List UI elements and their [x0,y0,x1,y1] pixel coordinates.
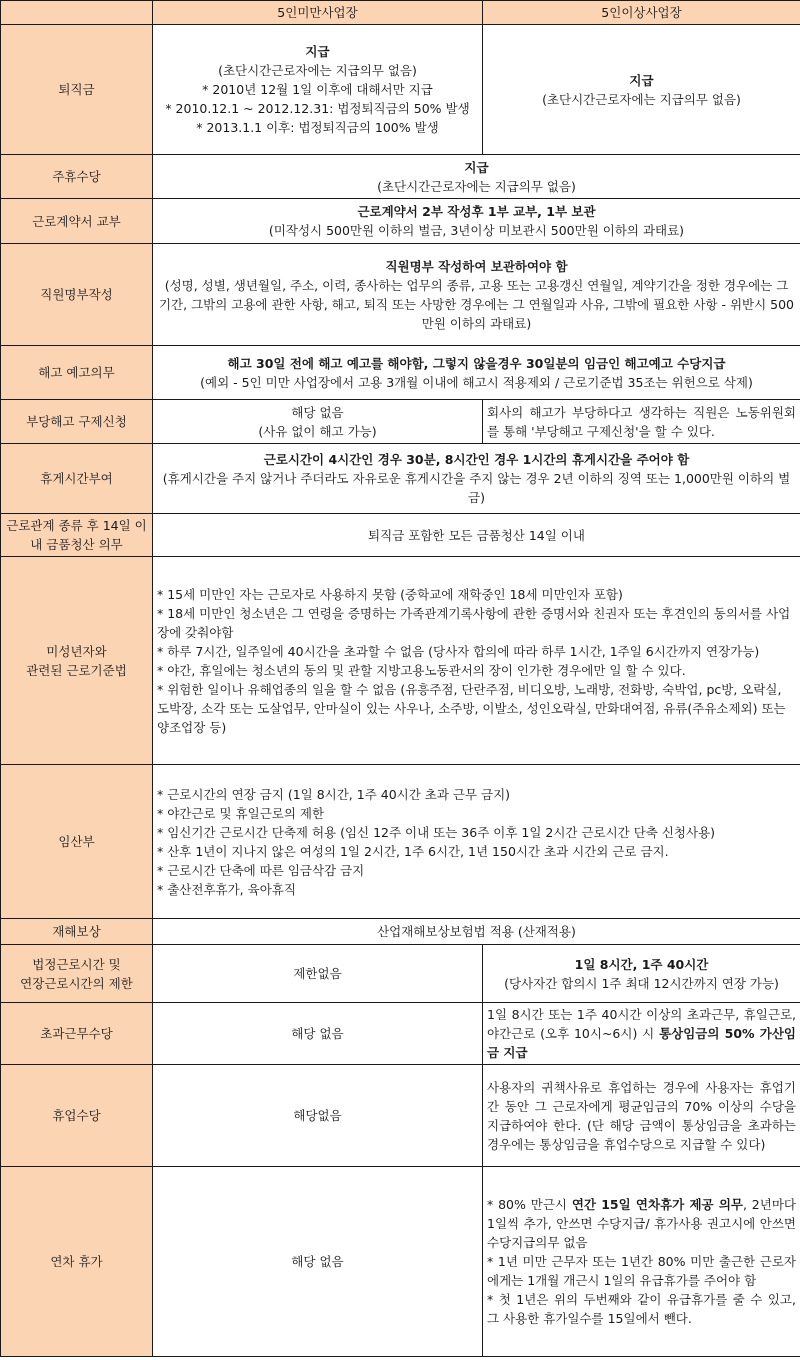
row-label-annual-leave: 연차 휴가 [1,1167,153,1357]
row-settlement [1,514,800,557]
weekly-allowance-note: (초단시간근로자에는 지급의무 없음) [377,178,576,194]
row-rest-time [1,444,800,514]
row-contract [1,199,800,244]
rest-time-note: (휴게시간을 주지 않거나 주더라도 자유로운 휴게시간을 주지 않는 경우 2년 이하의 징역 또는 1,000만원 이하의 벌금) [162,471,791,505]
row-accident [1,919,800,945]
working-hours-large [483,945,800,1003]
minors-content [153,557,800,765]
severance-large-title: 지급 [629,72,654,88]
row-label-working-hours-line: 연장근로시간의 제한 [20,975,133,991]
row-annual-leave [1,1167,800,1357]
row-label-register: 직원명부작성 [1,244,153,346]
row-label-minors-line: 관련된 근로기준법 [26,662,127,678]
severance-small-note: (초단시간근로자에는 지급의무 없음) [218,63,417,78]
annual-leave-item: * 1년 미만 근무자 또는 1년간 80% 미만 출근한 근로자에게는 1개월 개근시 1일의 유급휴가를 주어야 함 [487,1254,796,1288]
severance-small-item: * 2010.12.1 ~ 2012.12.31: 법정퇴직금의 50% 발생 [165,101,470,116]
weekly-allowance-content [153,155,800,199]
annual-leave-item: * 첫 1년은 위의 두번째와 같이 유급휴가를 줄 수 있고, 그 사용한 휴가일수를 15일에서 뺀다. [487,1292,796,1326]
annual-leave-item [487,1195,796,1252]
row-weekly-allowance [1,155,800,199]
list-item: * 근로시간의 연장 금지 (1일 8시간, 1주 40시간 초과 근무 금지) [157,786,511,802]
unfair-dismissal-small-note: (사유 없이 해고 가능) [258,423,377,439]
row-label-suspension: 휴업수당 [1,1065,153,1167]
row-working-hours [1,945,800,1003]
settlement-content: 퇴직금 포함한 모든 금품청산 14일 이내 [153,514,800,557]
register-note: (성명, 성별, 생년월일, 주소, 이력, 종사하는 업무의 종류, 고용 또는 고용갱신 연월일, 계약기간을 정한 경우에는 그 기간, 그밖의 고용에 관한 사항, 해고, 퇴직 또는 사망한 경우에는 그 연월일과 사유, 그밖에 필요한 사항 - 위반시 500만원 이하의 과태료) [158,277,794,331]
header-large-workplace: 5인이상사업장 [483,1,800,25]
unfair-dismissal-small [153,400,483,444]
suspension-small: 해당없음 [153,1065,483,1167]
list-item: * 야간근로 및 휴일근로의 제한 [157,805,325,821]
severance-large [483,25,800,155]
list-item: * 하루 7시간, 일주일에 40시간을 초과할 수 없음 (당사자 합의에 따라 하루 1시간, 1주일 6시간까지 연장가능) [157,643,760,659]
row-label-severance: 퇴직금 [1,25,153,155]
dismissal-notice-note: (예외 - 5인 미만 사업장에서 고용 3개월 이내에 해고시 적용제외 / 근로기준법 35조는 위헌으로 삭제) [200,374,753,390]
annual-leave-item-text: , 2년마다 1일씩 추가, 안쓰면 수당지급/ 휴가사용 권고시에 안쓰면 수당지급의무 없음 [487,1197,796,1250]
list-item: * 15세 미만인 자는 근로자로 사용하지 못함 (중학교에 재학중인 18세 미만인자 포함) [157,586,623,602]
row-label-working-hours [1,945,153,1003]
severance-small-title: 지급 [305,44,330,59]
list-item: * 출산전후휴가, 육아휴직 [157,881,296,897]
dismissal-notice-title: 해고 30일 전에 해고 예고를 해야함, 그렇지 않을경우 30일분의 임금인 해고예고 수당지급 [227,355,726,371]
rest-time-title: 근로시간이 4시간인 경우 30분, 8시간인 경우 1시간의 휴게시간을 주어야 함 [263,452,690,467]
suspension-large: 사용자의 귀책사유로 휴업하는 경우에 사용자는 휴업기간 동안 그 근로자에게 평균임금의 70% 이상의 수당을 지급하여야 한다. (단 해당 금액이 통상임금을 초과하는 경우에는 통상임금을 휴업수당으로 지급할 수 있다) [483,1065,800,1167]
contract-title: 근로계약서 2부 작성후 1부 교부, 1부 보관 [357,204,596,219]
contract-content [153,199,800,244]
overtime-large-text: 1일 8시간 또는 1주 40시간 이상의 초과근무, 휴일근로, 야간근로 (오후 10시~6시) 시 [487,1007,796,1041]
working-hours-large-title: 1일 8시간, 1주 40시간 [574,956,709,972]
row-label-weekly-allowance: 주휴수당 [1,155,153,199]
row-label-rest-time: 휴게시간부여 [1,444,153,514]
dismissal-notice-content [153,346,800,400]
rest-time-content [153,444,800,514]
unfair-dismissal-small-title: 해당 없음 [291,404,344,420]
overtime-small: 해당 없음 [153,1003,483,1065]
severance-large-note: (초단시간근로자에는 지급의무 없음) [542,91,741,107]
register-content [153,244,800,346]
row-pregnancy [1,765,800,919]
annual-leave-large [483,1167,800,1357]
row-label-minors-line: 미성년자와 [46,643,107,659]
row-overtime [1,1003,800,1065]
unfair-dismissal-large: 회사의 해고가 부당하다고 생각하는 직원은 노동위원회를 통해 '부당해고 구제신청'을 할 수 있다. [483,400,800,444]
annual-leave-item-text: * 80% 만근시 [487,1197,572,1212]
working-hours-small: 제한없음 [153,945,483,1003]
row-dismissal-notice [1,346,800,400]
row-label-pregnancy: 임산부 [1,765,153,919]
annual-leave-small: 해당 없음 [153,1167,483,1357]
overtime-large [483,1003,800,1065]
row-unfair-dismissal [1,400,800,444]
row-label-settlement: 근로관계 종류 후 14일 이내 금품청산 의무 [1,514,153,557]
list-item: * 야간, 휴일에는 청소년의 동의 및 관할 지방고용노동관서의 장이 인가한 경우에만 일 할 수 있다. [157,662,686,678]
overtime-large-emphasis: 통상임금의 50% 가산임금 지급 [487,1026,796,1060]
severance-small-item: * 2013.1.1 이후: 법정퇴직금의 100% 발생 [196,120,439,135]
row-label-contract: 근로계약서 교부 [1,199,153,244]
row-label-overtime: 초과근무수당 [1,1003,153,1065]
header-corner [1,1,153,25]
severance-small-item: * 2010년 12월 1일 이후에 대해서만 지급 [202,82,433,97]
severance-small [153,25,483,155]
row-register [1,244,800,346]
working-hours-large-note: (당사자간 합의시 1주 최대 12시간까지 연장 가능) [504,975,779,991]
row-minors [1,557,800,765]
pregnancy-content [153,765,800,919]
row-label-accident: 재해보상 [1,919,153,945]
row-label-minors [1,557,153,765]
contract-note: (미작성시 500만원 이하의 벌금, 3년이상 미보관시 500만원 이하의 과태료) [268,223,685,238]
weekly-allowance-title: 지급 [464,159,489,175]
list-item: * 근로시간 단축에 따른 임금삭감 금지 [157,862,365,878]
list-item: * 산후 1년이 지나지 않은 여성의 1일 2시간, 1주 6시간, 1년 150시간 초과 시간외 근로 금지. [157,843,669,859]
list-item: * 임신기간 근로시간 단축제 허용 (임신 12주 이내 또는 36주 이후 1일 2시간 근로시간 단축 신청사용) [157,824,716,840]
table-header-row [1,1,800,25]
list-item: * 위험한 일이나 유해업종의 일을 할 수 없음 (유흥주점, 단란주점, 비디오방, 노래방, 전화방, 숙박업, pc방, 오락실, 도박장, 소각 또는 도살업무, 안마실이 있는 사우나, 소주방, 이발소, 성인오락실, 만화대여점, 유류(주유소제외) 또는 양조업장 등) [157,681,786,735]
row-label-dismissal-notice: 해고 예고의무 [1,346,153,400]
row-severance [1,25,800,155]
accident-content: 산업재해보상보험법 적용 (산재적용) [153,919,800,945]
register-title: 직원명부 작성하여 보관하여야 함 [385,258,568,274]
row-label-working-hours-line: 법정근로시간 및 [32,956,121,972]
row-suspension [1,1065,800,1167]
header-small-workplace: 5인미만사업장 [153,1,483,25]
row-label-unfair-dismissal: 부당해고 구제신청 [1,400,153,444]
list-item: * 18세 미만인 청소년은 그 연령을 증명하는 가족관계기록사항에 관한 증명서와 친권자 또는 후견인의 동의서를 사업장에 갖춰야함 [157,605,791,640]
annual-leave-item-emphasis: 연간 15일 연차휴가 제공 의무 [571,1197,743,1212]
